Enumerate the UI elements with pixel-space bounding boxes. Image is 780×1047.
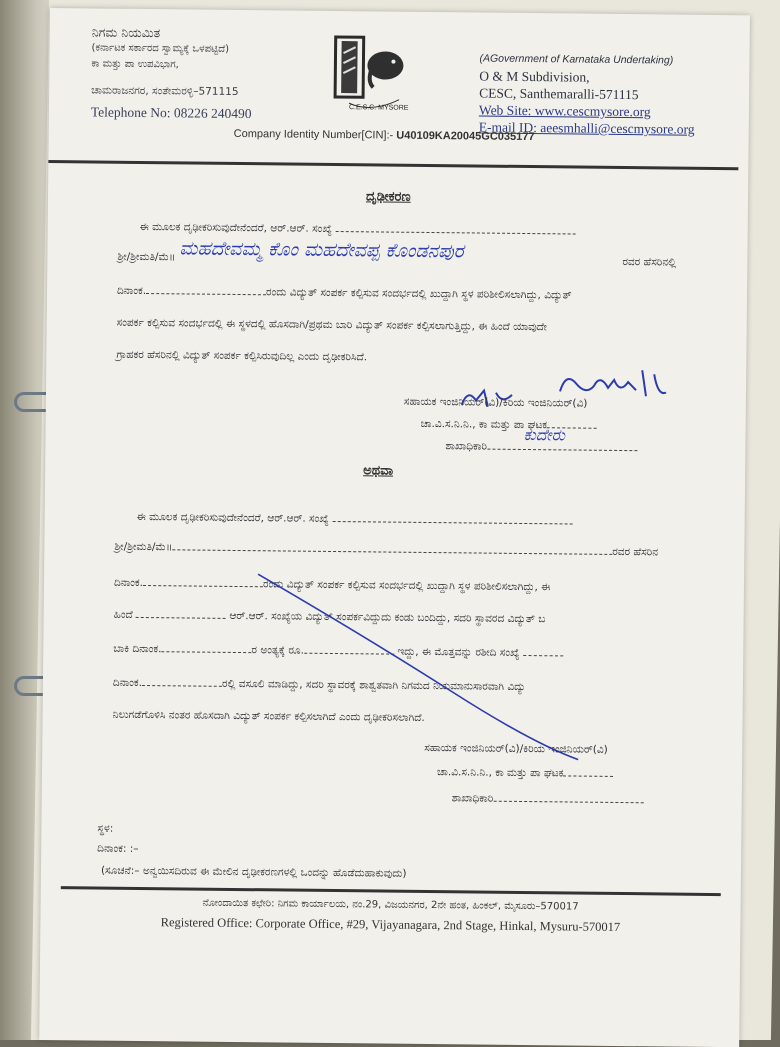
handwritten-place: ಕುದೇರು: [523, 424, 566, 445]
s2-sig1: ಸಹಾಯಕ ಇಂಜಿನಿಯರ್(ವಿ)/ಕಿರಿಯ ಇಂಜಿನಿಯರ್(ವಿ): [424, 741, 608, 756]
s1-line1: [140, 221, 576, 239]
s2-line3-suffix: ರಂದು ವಿದ್ಯುತ್ ಸಂಪರ್ಕ ಕಲ್ಪಿಸುವ ಸಂದರ್ಭದಲ್ಲಿ ಖುದ್ದಾಗಿ ಸ್ಥಳ ಪರಿಶೀಲಿಸಲಾಗಿದ್ದು, ಈ: [262, 578, 551, 594]
s1-line2: [117, 251, 175, 265]
telephone: Telephone No: 08226 240490: [90, 104, 252, 122]
logo-text: C.E.S.C. MYSORE: [348, 104, 409, 112]
header-left-line: ಕಾ ಮತ್ತು ಪಾ ಉಪವಿಭಾಗ,: [91, 58, 179, 71]
website-text[interactable]: Web Site: www.cescmysore.org: [478, 102, 651, 120]
gov-undertaking: (AGovernment of Karnataka Undertaking): [479, 52, 674, 67]
email-text[interactable]: E-mail ID: aeesmhalli@cescmysore.org: [478, 119, 695, 137]
cin-line: [234, 128, 535, 143]
s1-line3-prefix: ದಿನಾಂಕ.: [116, 284, 147, 298]
s2-sig2-text: ಚಾ.ವಿ.ಸ.ನಿ.ನಿ., ಕಾ ಮತ್ತು ಪಾ ಘಟಕ: [436, 766, 564, 780]
s2-line4-prefix: ಹಿಂದೆ: [113, 608, 133, 621]
s2-line2: [114, 541, 658, 560]
s2-sig2: [437, 766, 614, 781]
s1-line3: [117, 285, 572, 303]
s1-sig2-text: ಚಾ.ವಿ.ಸ.ನಿ.ನಿ., ಕಾ ಮತ್ತು ಪಾ ಘಟಕ: [420, 417, 548, 432]
s2-line3-prefix: ದಿನಾಂಕ.: [113, 576, 144, 590]
place-label: ಸ್ಥಳ:: [97, 822, 114, 835]
s2-line4-suffix: ಆರ್.ಆರ್. ಸಂಖ್ಯೆಯ ವಿದ್ಯುತ್ ಸಂಪರ್ಕವಿದ್ದುದು ಕಂಡು ಬಂದಿದ್ದು, ಸದರಿ ಸ್ಥಾವರದ ವಿದ್ಯುತ್ ಬ: [229, 609, 546, 626]
s2-line1: [137, 511, 573, 529]
certificate-page: [39, 8, 750, 1047]
s1-sig2: [421, 418, 598, 433]
footer-kannada: ನೋಂದಾಯಿತ ಕಛೇರಿ: ನಿಗಮ ಕಾರ್ಯಾಲಯ, ನಂ.29, ವಿಜಯನಗರ, 2ನೇ ಹಂತ, ಹಿಂಕಲ್, ಮೈಸೂರು–570017: [202, 897, 579, 913]
s1-sig3-text: ಶಾಖಾಧಿಕಾರಿ: [445, 440, 488, 453]
section1-title: ದೃಢೀಕರಣ: [365, 189, 411, 205]
s1-line4: ಸಂಪರ್ಕ ಕಲ್ಪಿಸುವ ಸಂದರ್ಭದಲ್ಲಿ ಈ ಸ್ಥಳದಲ್ಲಿ ಹೊಸದಾಗಿ/ಪ್ರಥಮ ಬಾರಿ ವಿದ್ಯುತ್ ಸಂಪರ್ಕ ಕಲ್ಪಿಸಲಾಗುತ್ತಿದ್ದು, ಈ ಹಿಂದೆ ಯಾವುದೇ: [116, 316, 547, 334]
header-left-line: ನಿಗಮ ನಿಯಮಿತ: [91, 24, 161, 41]
cesc-logo: [331, 33, 412, 114]
s2-sig3-text: ಶಾಖಾಧಿಕಾರಿ: [451, 792, 494, 805]
header-right: [479, 51, 696, 138]
header-left: [91, 24, 253, 122]
s2-line2-prefix: ಶ್ರೀ/ಶ್ರೀಮತಿ/ಮೆ॥: [114, 540, 173, 554]
s1-sig1: ಸಹಾಯಕ ಇಂಜಿನಿಯರ್(ವಿ)/ಕಿರಿಯ ಇಂಜಿನಿಯರ್(ವಿ): [403, 395, 588, 410]
s2-line5-mid1: ರ ಅಂತ್ಯಕ್ಕೆ ರೂ.: [251, 644, 305, 657]
s2-line7: ನಿಲುಗಡೆಗೊಳಿಸಿ ನಂತರ ಹೊಸದಾಗಿ ವಿದ್ಯುತ್ ಸಂಪರ್ಕ ಕಲ್ಪಿಸಲಾಗಿದೆ ಎಂದು ದೃಢೀಕರಿಸಲಾಗಿದೆ.: [112, 708, 425, 724]
s2-line5-mid2: ಇದ್ದು, ಈ ಮೊತ್ತವನ್ನು ರಶೀದಿ ಸಂಖ್ಯೆ: [397, 645, 520, 659]
cin-label: Company Identity Number[CIN]:-: [233, 127, 397, 142]
footer-rule: [61, 886, 721, 896]
strike-through-line: [252, 570, 584, 763]
footer-english: Registered Office: Corporate Office, #29, Vijayanagara, 2nd Stage, Hinkal, Mysuru-570017: [160, 915, 621, 935]
header-rule: [48, 160, 738, 170]
header-left-line: (ಕರ್ನಾಟಕ ಸರ್ಕಾರದ ಸ್ವಾಮ್ಯಕ್ಕೆ ಒಳಪಟ್ಟಿದೆ): [91, 42, 230, 55]
subdivision: O & M Subdivision,: [479, 68, 590, 85]
s1-line3-suffix: ರಂದು ವಿದ್ಯುತ್ ಸಂಪರ್ಕ ಕಲ್ಪಿಸುವ ಸಂದರ್ಭದಲ್ಲಿ ಖುದ್ದಾಗಿ ಸ್ಥಳ ಪರಿಶೀಲಿಸಲಾಗಿದ್ದು, ವಿದ್ಯುತ್: [266, 286, 572, 302]
s2-sig3: [452, 792, 644, 807]
s2-line6-suffix: ರಲ್ಲಿ ವಸೂಲಿ ಮಾಡಿದ್ದು, ಸದರಿ ಸ್ಥಾವರಕ್ಕೆ ಶಾಶ್ವತವಾಗಿ ನಿಗಮದ ನಿಯಮಾನುಸಾರವಾಗಿ ವಿದ್ಯು: [221, 677, 526, 694]
s1-line1-text: ಈ ಮೂಲಕ ದೃಢೀಕರಿಸುವುದೇನೆಂದರೆ, ಆರ್.ಆರ್. ಸಂಖ್ಯೆ: [139, 220, 332, 235]
s2-line2-suffix: ರವರ ಹೆಸರಿನ: [612, 545, 659, 559]
instruction-note: (ಸೂಚನೆ:– ಅನ್ವಯಿಸದಿರುವ ಈ ಮೇಲಿನ ದೃಢೀಕರಣಗಳಲ್ಲಿ ಒಂದನ್ನು ಹೊಡೆದುಹಾಕುವುದು): [100, 864, 407, 880]
handwritten-customer-name: ಮಹದೇವಮ್ಮ ಕೊಂ ಮಹದೇವಪ್ಪ ಕೊಂಡನಪುರ: [179, 237, 464, 263]
section2-title: ಅಥವಾ: [363, 463, 394, 479]
cin-value: U40109KA20045GC035177: [396, 129, 535, 144]
s1-line2-prefix: ಶ್ರೀ/ಶ್ರೀಮತಿ/ಮೆ॥: [117, 250, 176, 264]
s2-line5-prefix: ಬಾಕಿ ದಿನಾಂಕ.: [113, 642, 162, 656]
s2-line1-text: ಈ ಮೂಲಕ ದೃಢೀಕರಿಸುವುದೇನೆಂದರೆ, ಆರ್.ಆರ್. ಸಂಖ್ಯೆ: [136, 510, 329, 525]
office-address: CESC, Santhemaralli-571115: [479, 85, 639, 103]
s2-line6-prefix: ದಿನಾಂಕ.: [112, 676, 143, 689]
s1-line5: ಗ್ರಾಹಕರ ಹೆಸರಿನಲ್ಲಿ ವಿದ್ಯುತ್ ಸಂಪರ್ಕ ಕಲ್ಪಿಸಿರುವುದಿಲ್ಲ ಎಂದು ದೃಢೀಕರಿಸಿದೆ.: [116, 348, 368, 364]
date-label: ದಿನಾಂಕ: :–: [97, 842, 139, 855]
s1-line2-suffix: ರವರ ಹೆಸರಿನಲ್ಲಿ: [622, 256, 677, 269]
header-left-line: ಚಾಮರಾಜನಗರ, ಸಂತೇಮರಳ್ಳಿ–571115: [91, 84, 239, 98]
